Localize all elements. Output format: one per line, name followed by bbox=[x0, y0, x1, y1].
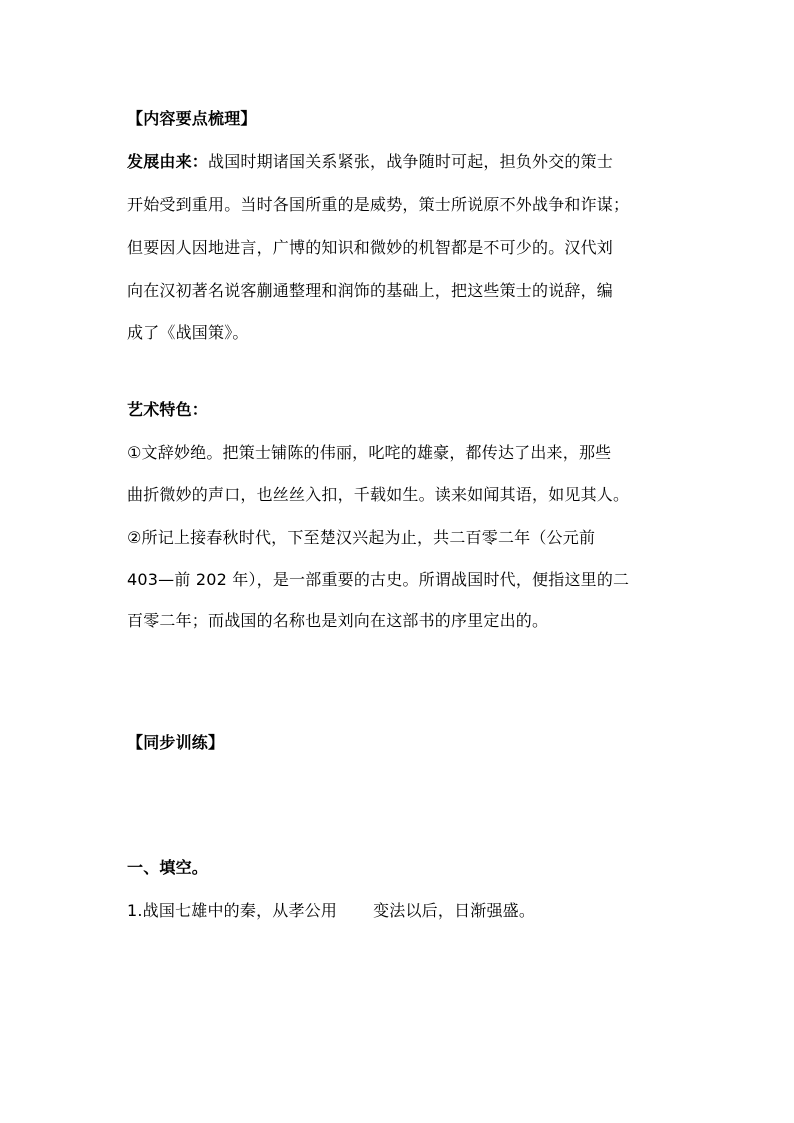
origin-line-2: 开始受到重用。当时各国所重的是威势，策士所说原不外战争和诈谋； bbox=[127, 195, 630, 214]
origin-line-5: 成了《战国策》。 bbox=[127, 323, 249, 342]
origin-line-4: 向在汉初著名说客蒯通整理和润饰的基础上，把这些策士的说辞，编 bbox=[127, 281, 614, 300]
heading-sync-training: 【同步训练】 bbox=[127, 733, 225, 752]
art-label: 艺术特色： bbox=[127, 400, 209, 419]
question-1-text-after: 变法以后，日渐强盛。 bbox=[373, 901, 536, 920]
art-line-2: 曲折微妙的声口，也丝丝入扣，千载如生。读来如闻其语，如见其人。 bbox=[127, 485, 630, 504]
origin-line-3: 但要因人因地进言，广博的知识和微妙的机智都是不可少的。汉代刘 bbox=[127, 238, 614, 257]
part1-title: 一、填空。 bbox=[127, 858, 209, 877]
art-line-1: ①文辞妙绝。把策士铺陈的伟丽，叱咤的雄豪，都传达了出来，那些 bbox=[127, 443, 612, 462]
origin-line-1 bbox=[127, 151, 672, 173]
question-1-text-before: 1.战国七雄中的秦，从孝公用 bbox=[127, 901, 338, 920]
heading-content-points: 【内容要点梳理】 bbox=[127, 109, 257, 128]
art-line-5: 百零二年；而战国的名称也是刘向在这部书的序里定出的。 bbox=[127, 611, 549, 630]
art-line-4: 403—前 202 年），是一部重要的古史。所谓战国时代，便指这里的二 bbox=[127, 570, 630, 589]
question-1 bbox=[127, 900, 672, 922]
origin-text-1: 战国时期诸国关系紧张，战争随时可起，担负外交的策士 bbox=[208, 152, 614, 171]
origin-label: 发展由来： bbox=[127, 152, 209, 171]
art-line-3: ②所记上接春秋时代，下至楚汉兴起为止，共二百零二年（公元前 bbox=[127, 528, 596, 547]
